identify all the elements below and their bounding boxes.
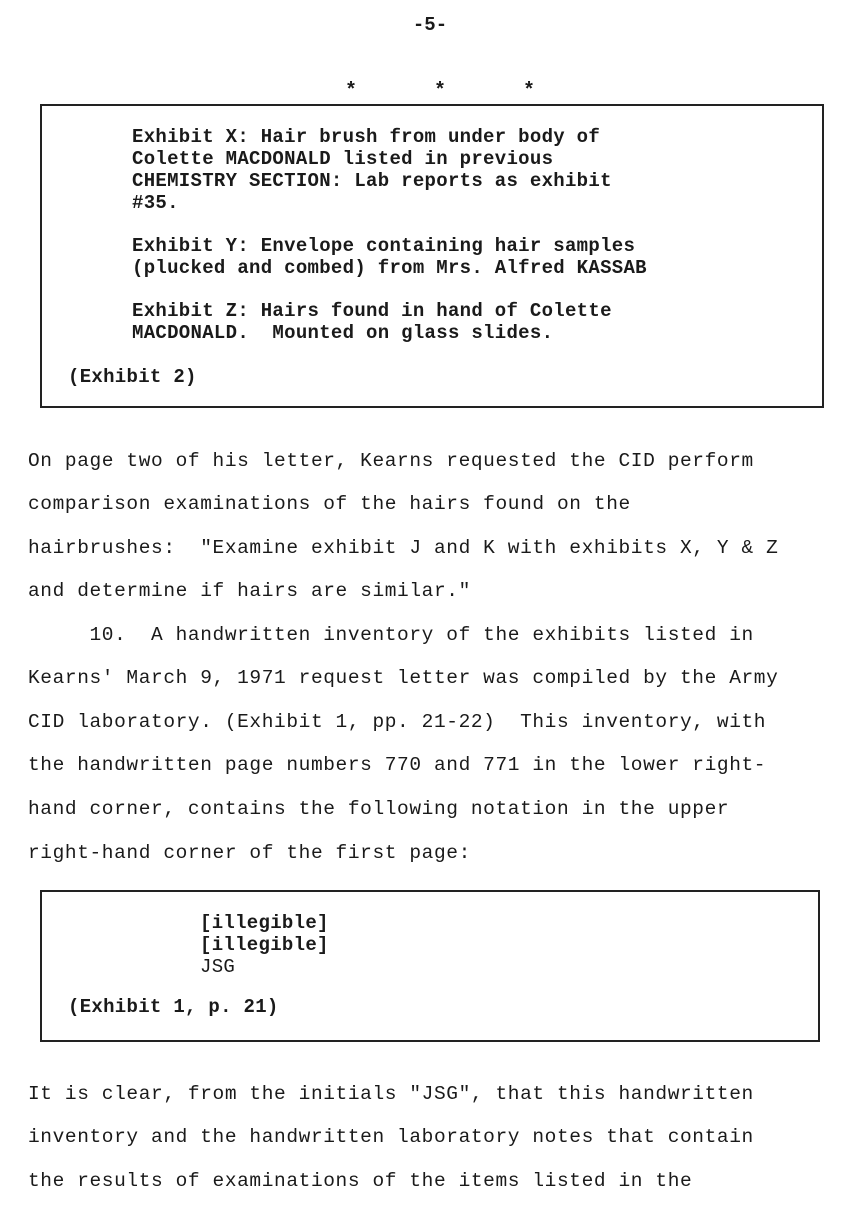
separator-star: * [522, 80, 535, 103]
separator-star: * [345, 80, 358, 103]
exhibit-z-line: MACDONALD. Mounted on glass slides. [132, 322, 554, 344]
notation-line: [illegible] [200, 934, 329, 956]
notation-quote-box [40, 890, 820, 1042]
exhibit-x-line: Exhibit X: Hair brush from under body of [132, 126, 601, 148]
page-number: -5- [412, 14, 448, 36]
exhibit-x-line: #35. [132, 192, 179, 214]
para3-line: inventory and the handwritten laboratory notes that contain [28, 1126, 754, 1148]
para1-line: comparison examinations of the hairs found on the [28, 493, 631, 515]
notation-line: [illegible] [200, 912, 329, 934]
para1-line: hairbrushes: "Examine exhibit J and K with exhibits X, Y & Z [28, 537, 779, 559]
para2-line: right-hand corner of the first page: [28, 842, 471, 864]
para2-line: the handwritten page numbers 770 and 771 in the lower right- [28, 754, 767, 776]
exhibit-y-line: Exhibit Y: Envelope containing hair samples [132, 235, 636, 257]
exhibit-y-line: (plucked and combed) from Mrs. Alfred KASSAB [132, 257, 647, 279]
para2-line: 10. A handwritten inventory of the exhibits listed in [28, 624, 754, 646]
notation-initials: JSG [200, 956, 236, 978]
para3-line: the results of examinations of the items listed in the [28, 1170, 693, 1192]
exhibit-list-quote-box [40, 104, 824, 408]
para3-line: It is clear, from the initials "JSG", that this handwritten [28, 1083, 754, 1105]
exhibit-x-line: Colette MACDONALD listed in previous [132, 148, 554, 170]
separator-star: * [433, 80, 446, 103]
exhibit-x-line: CHEMISTRY SECTION: Lab reports as exhibit [132, 170, 612, 192]
para1-line: and determine if hairs are similar." [28, 580, 471, 602]
box1-citation: (Exhibit 2) [68, 366, 197, 388]
para2-line: Kearns' March 9, 1971 request letter was compiled by the Army [28, 667, 779, 689]
para2-line: hand corner, contains the following notation in the upper [28, 798, 730, 820]
exhibit-z-line: Exhibit Z: Hairs found in hand of Colette [132, 300, 612, 322]
para1-line: On page two of his letter, Kearns requested the CID perform [28, 450, 754, 472]
box2-citation: (Exhibit 1, p. 21) [68, 996, 279, 1018]
para2-line: CID laboratory. (Exhibit 1, pp. 21-22) This inventory, with [28, 711, 767, 733]
section-separator [345, 80, 535, 103]
